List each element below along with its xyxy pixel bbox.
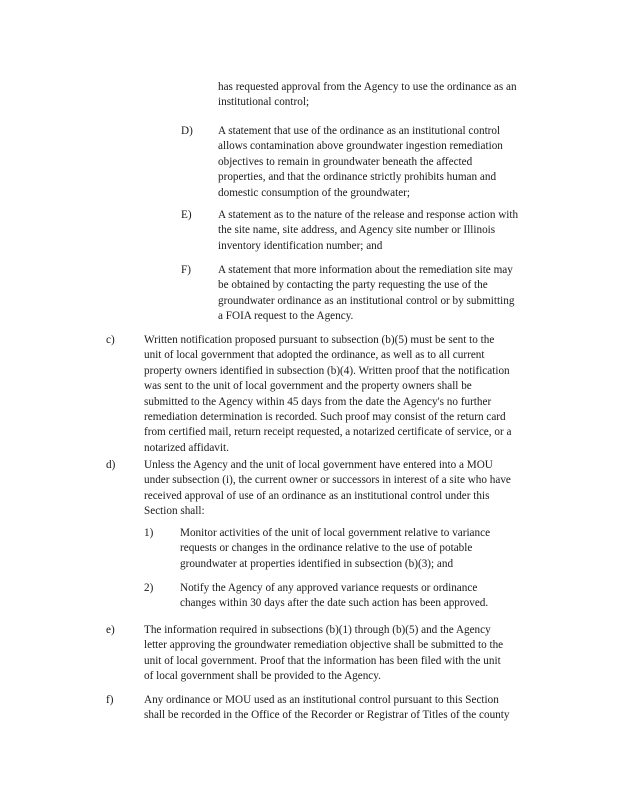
section-d-text <box>144 458 511 520</box>
section-d-item-1-marker: 1) <box>144 527 154 539</box>
section-f-marker: f) <box>106 694 114 706</box>
text-line: Notify the Agency of any approved variance requests or ordinance <box>180 582 478 594</box>
text-line: groundwater at properties identified in subsection (b)(3); and <box>180 557 454 570</box>
text-line: changes within 30 days after the date such action has been approved. <box>180 597 489 610</box>
section-e-marker: e) <box>106 624 115 636</box>
text-line: Any ordinance or MOU used as an institutional control pursuant to this Section <box>144 694 499 706</box>
item-f-marker: F) <box>181 264 191 276</box>
text-line: A statement as to the nature of the release and response action with <box>218 209 519 221</box>
item-d-text <box>218 124 503 201</box>
section-f-text <box>144 693 509 724</box>
text-line: unit of local government. Proof that the information has been filed with the unit <box>144 654 501 667</box>
item-e-text <box>218 208 518 254</box>
item-d-marker: D) <box>181 125 193 137</box>
text-line: a FOIA request to the Agency. <box>218 310 354 323</box>
text-line: property owners identified in subsection (b)(4). Written proof that the notification <box>144 364 510 377</box>
section-c-text <box>144 333 511 456</box>
section-d-item-2-text <box>180 581 488 612</box>
text-line: remediation determination is recorded. Such proof may consist of the return card <box>144 411 506 424</box>
text-line: allows contamination above groundwater ingestion remediation <box>218 140 503 153</box>
text-line: notarized affidavit. <box>144 441 229 454</box>
section-e-text <box>144 623 503 685</box>
text-line: received approval of use of an ordinance as an institutional control under this <box>144 489 490 502</box>
item-f-text <box>218 263 514 325</box>
text-line: inventory identification number; and <box>218 239 383 252</box>
text-line: was sent to the unit of local government and the property owners shall be <box>144 380 472 393</box>
text-line: shall be recorded in the Office of the Recorder or Registrar of Titles of the county <box>144 709 510 722</box>
item-c-continuation <box>218 80 517 111</box>
text-line: Monitor activities of the unit of local government relative to variance <box>180 527 491 539</box>
text-line: properties, and that the ordinance strictly prohibits human and <box>218 171 497 184</box>
text-line: Section shall: <box>144 505 205 518</box>
text-line: letter approving the groundwater remediation objective shall be submitted to the <box>144 639 504 652</box>
text-line: requests or changes in the ordinance relative to the use of potable <box>180 542 473 555</box>
item-e-marker: E) <box>181 209 192 221</box>
text-line: A statement that more information about the remediation site may <box>218 264 513 276</box>
text-line: of local government shall be provided to the Agency. <box>144 670 381 683</box>
text-line: groundwater ordinance as an institutional control or by submitting <box>218 294 515 307</box>
text-line: institutional control; <box>218 96 310 109</box>
text-line: Unless the Agency and the unit of local government have entered into a MOU <box>144 459 493 471</box>
text-line: under subsection (i), the current owner or successors in interest of a site who have <box>144 474 511 487</box>
text-line: submitted to the Agency within 45 days from the date the Agency's no further <box>144 395 492 408</box>
text-line: A statement that use of the ordinance as an institutional control <box>218 125 501 137</box>
text-line: be obtained by contacting the party requesting the use of the <box>218 279 488 292</box>
section-d-item-1-text <box>180 526 490 572</box>
text-line: the site name, site address, and Agency site number or Illinois <box>218 224 496 237</box>
text-line: from certified mail, return receipt requested, a notarized certificate of service, or a <box>144 426 512 439</box>
text-line: unit of local government that adopted the ordinance, as well as to all current <box>144 349 485 362</box>
section-c-marker: c) <box>106 334 115 346</box>
section-d-marker: d) <box>106 459 116 471</box>
text-line: The information required in subsections (b)(1) through (b)(5) and the Agency <box>144 624 491 636</box>
section-d-item-2-marker: 2) <box>144 582 154 594</box>
text-line: objectives to remain in groundwater beneath the affected <box>218 155 473 168</box>
text-line: has requested approval from the Agency to use the ordinance as an <box>218 81 517 93</box>
text-line: Written notification proposed pursuant to subsection (b)(5) must be sent to the <box>144 334 495 346</box>
text-line: domestic consumption of the groundwater; <box>218 186 411 199</box>
